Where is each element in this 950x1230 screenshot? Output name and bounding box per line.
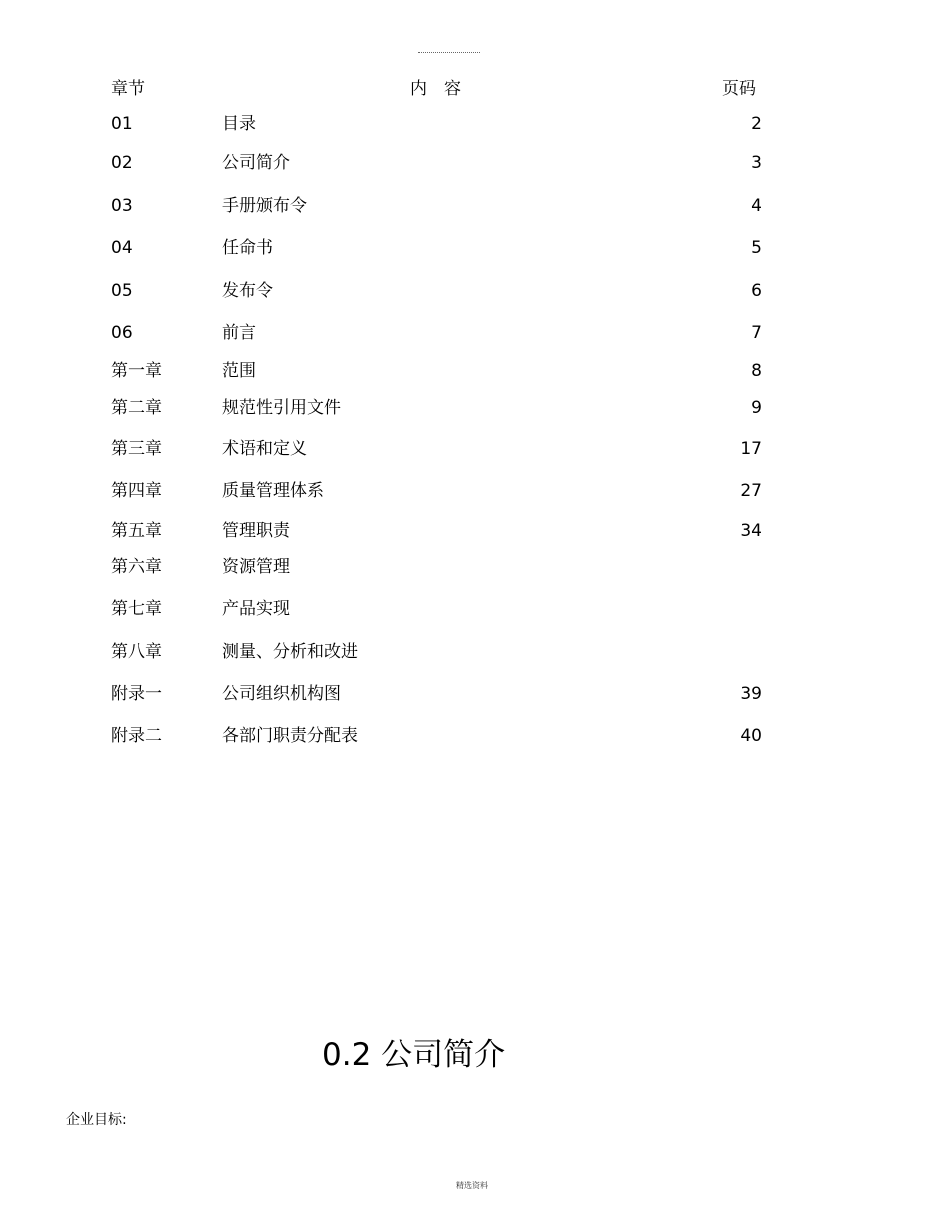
toc-row-title: 公司简介: [222, 153, 290, 173]
toc-header-chapter: 章节: [111, 79, 145, 99]
toc-row: [0, 236, 950, 260]
toc-row: [0, 597, 950, 621]
toc-row: [0, 359, 950, 383]
toc-row-page: 8: [751, 361, 762, 381]
toc-row-page: 9: [751, 398, 762, 418]
toc-row: [0, 519, 950, 543]
toc-row-chapter: 03: [111, 196, 133, 216]
toc-row: [0, 682, 950, 706]
toc-row-chapter: 第一章: [111, 361, 162, 381]
header-dotted-rule: [418, 52, 480, 53]
toc-row: [0, 112, 950, 136]
toc-row-chapter: 02: [111, 153, 133, 173]
toc-row-chapter: 05: [111, 281, 133, 301]
toc-row: [0, 396, 950, 420]
toc-row: [0, 437, 950, 461]
toc-row-chapter: 第二章: [111, 398, 162, 418]
toc-row-page: 5: [751, 238, 762, 258]
toc-row-title: 前言: [222, 323, 256, 343]
toc-row-chapter: 04: [111, 238, 133, 258]
toc-row-page: 39: [740, 684, 762, 704]
toc-row-title: 范围: [222, 361, 256, 381]
toc-header-content: 内 容: [410, 79, 461, 99]
toc-row: [0, 321, 950, 345]
toc-row-title: 规范性引用文件: [222, 398, 341, 418]
toc-row-title: 发布令: [222, 281, 273, 301]
toc-row-page: 40: [740, 726, 762, 746]
toc-row-chapter: 附录一: [111, 684, 162, 704]
toc-row-page: 6: [751, 281, 762, 301]
toc-row: [0, 194, 950, 218]
footer-note: 精选资料: [456, 1181, 488, 1190]
toc-row-page: 7: [751, 323, 762, 343]
toc-row: [0, 151, 950, 175]
toc-row: [0, 724, 950, 748]
toc-row: [0, 479, 950, 503]
toc-row-chapter: 第七章: [111, 599, 162, 619]
toc-row-page: 27: [740, 481, 762, 501]
toc-row-title: 测量、分析和改进: [222, 642, 358, 662]
section-title: 0.2 公司简介: [322, 1037, 506, 1073]
toc-row-page: 4: [751, 196, 762, 216]
toc-row-chapter: 06: [111, 323, 133, 343]
toc-row-chapter: 第三章: [111, 439, 162, 459]
toc-row-title: 目录: [222, 114, 256, 134]
toc-row: [0, 279, 950, 303]
toc-row-chapter: 第四章: [111, 481, 162, 501]
toc-row-chapter: 01: [111, 114, 133, 134]
toc-row-title: 任命书: [222, 238, 273, 258]
toc-row-title: 各部门职责分配表: [222, 726, 358, 746]
toc-row-chapter: 第五章: [111, 521, 162, 541]
toc-row-chapter: 附录二: [111, 726, 162, 746]
subsection-label: 企业目标:: [66, 1112, 127, 1128]
toc-header: [0, 78, 950, 100]
toc-row: [0, 555, 950, 579]
toc-row: [0, 640, 950, 664]
toc-row-page: 34: [740, 521, 762, 541]
toc-row-title: 管理职责: [222, 521, 290, 541]
toc-row-title: 产品实现: [222, 599, 290, 619]
toc-row-chapter: 第六章: [111, 557, 162, 577]
toc-row-title: 手册颁布令: [222, 196, 307, 216]
toc-row-title: 资源管理: [222, 557, 290, 577]
toc-row-title: 质量管理体系: [222, 481, 324, 501]
toc-row-title: 术语和定义: [222, 439, 307, 459]
toc-row-title: 公司组织机构图: [222, 684, 341, 704]
toc-row-page: 17: [740, 439, 762, 459]
toc-row-page: 2: [751, 114, 762, 134]
toc-row-page: 3: [751, 153, 762, 173]
toc-row-chapter: 第八章: [111, 642, 162, 662]
toc-header-page: 页码: [722, 79, 756, 99]
